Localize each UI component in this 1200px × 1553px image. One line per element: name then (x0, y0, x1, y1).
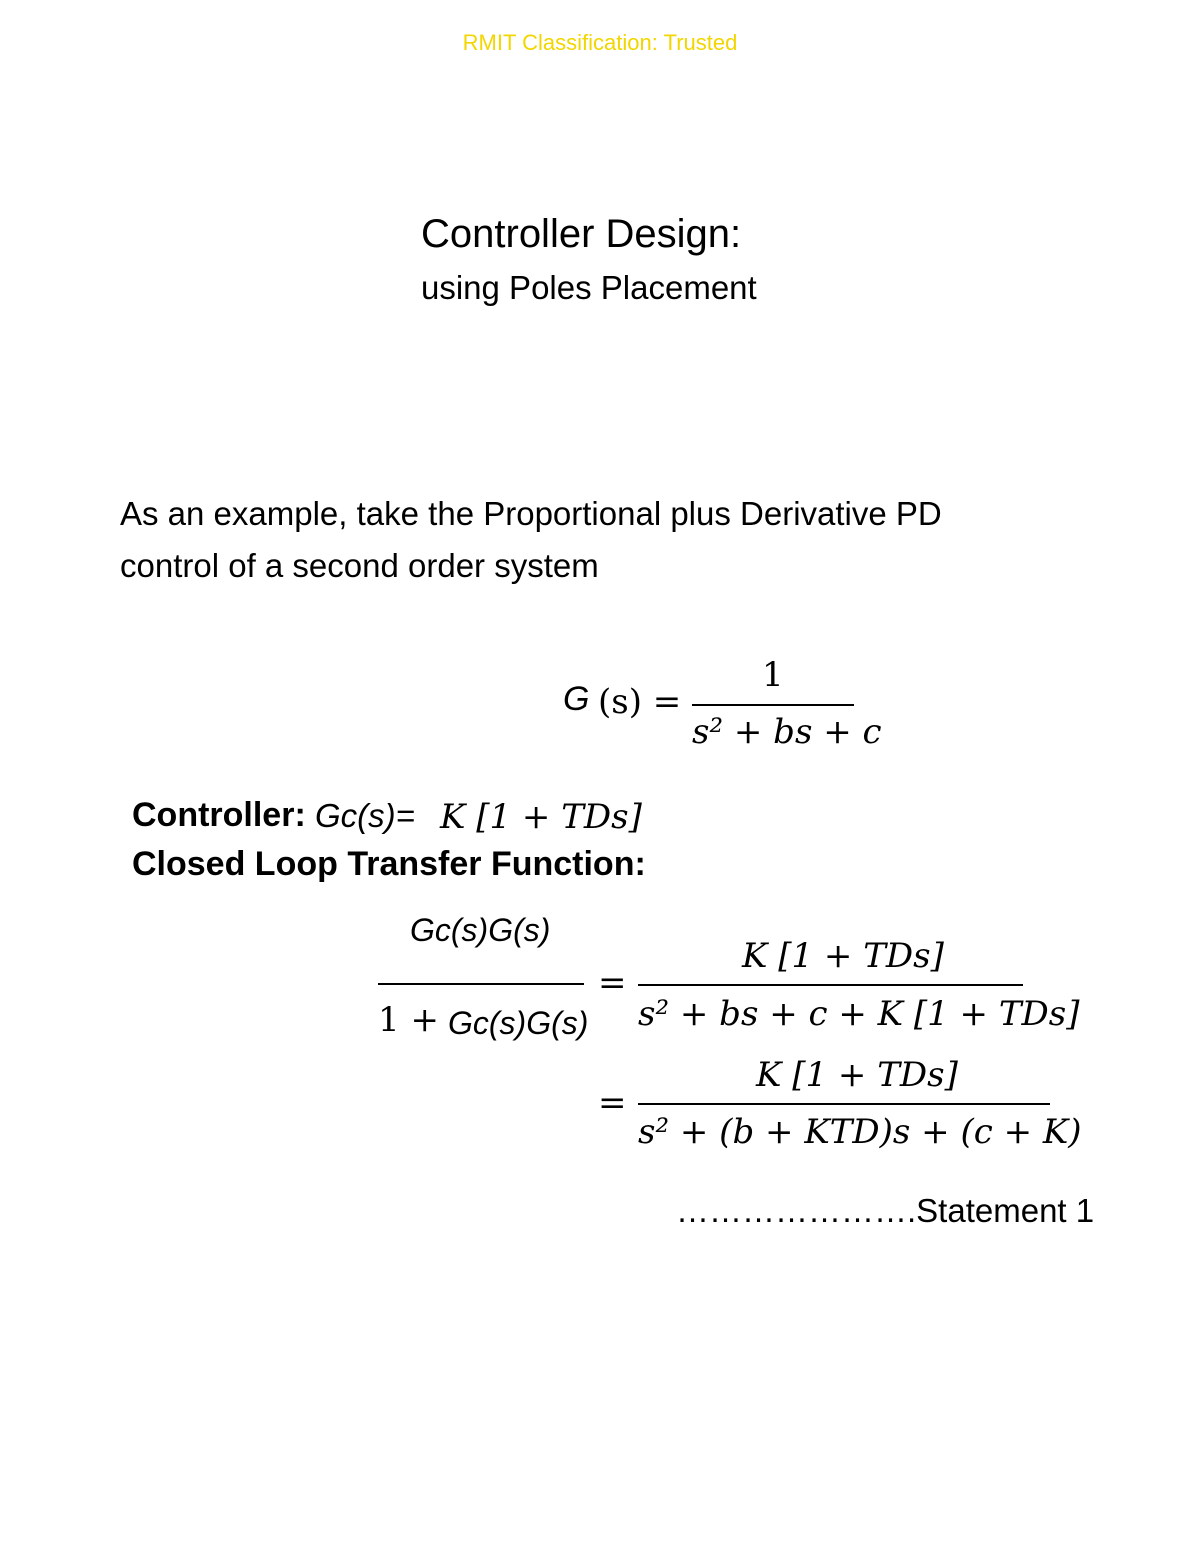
plant-numerator: 1 (762, 655, 784, 695)
closed-loop-label: Closed Loop Transfer Function: (132, 845, 646, 883)
classification-label: RMIT Classification: Trusted (462, 30, 738, 55)
controller-expression: K [1 + TDs] (440, 797, 642, 837)
cl-eq2-fraction-bar (638, 1103, 1050, 1105)
cl-eq1-numerator: K [1 + TDs] (742, 936, 944, 976)
cl-lhs-numerator: Gc(s)G(s) (410, 912, 551, 948)
cl-lhs-denominator-term: Gc(s)G(s) (448, 1005, 589, 1041)
intro-paragraph: As an example, take the Proportional plus Derivative PD control of a second order system (120, 495, 942, 584)
plant-denominator: s² + bs + c (692, 712, 882, 752)
cl-eq1-fraction-bar (638, 984, 1023, 986)
page-title: Controller Design: (421, 212, 742, 256)
controller-name: Gc(s)= (315, 797, 415, 834)
cl-eq2-numerator: K [1 + TDs] (756, 1055, 958, 1095)
statement-reference: ………………….Statement 1 (676, 1192, 1095, 1229)
cl-equals-2: = (598, 1083, 627, 1123)
cl-equals-1: = (598, 963, 627, 1003)
plant-lhs-name: G (563, 680, 590, 718)
cl-eq1-denominator: s² + bs + c + K [1 + TDs] (638, 994, 1080, 1034)
cl-lhs-fraction-bar (378, 983, 584, 985)
cl-eq2-denominator: s² + (b + KTD)s + (c + K) (638, 1112, 1082, 1152)
plant-lhs-arg: (s) = (598, 682, 682, 722)
cl-lhs-denominator-prefix: 1 + (378, 1000, 439, 1040)
page-subtitle: using Poles Placement (421, 269, 757, 306)
controller-label: Controller: (132, 796, 306, 834)
plant-fraction-bar (692, 704, 854, 706)
